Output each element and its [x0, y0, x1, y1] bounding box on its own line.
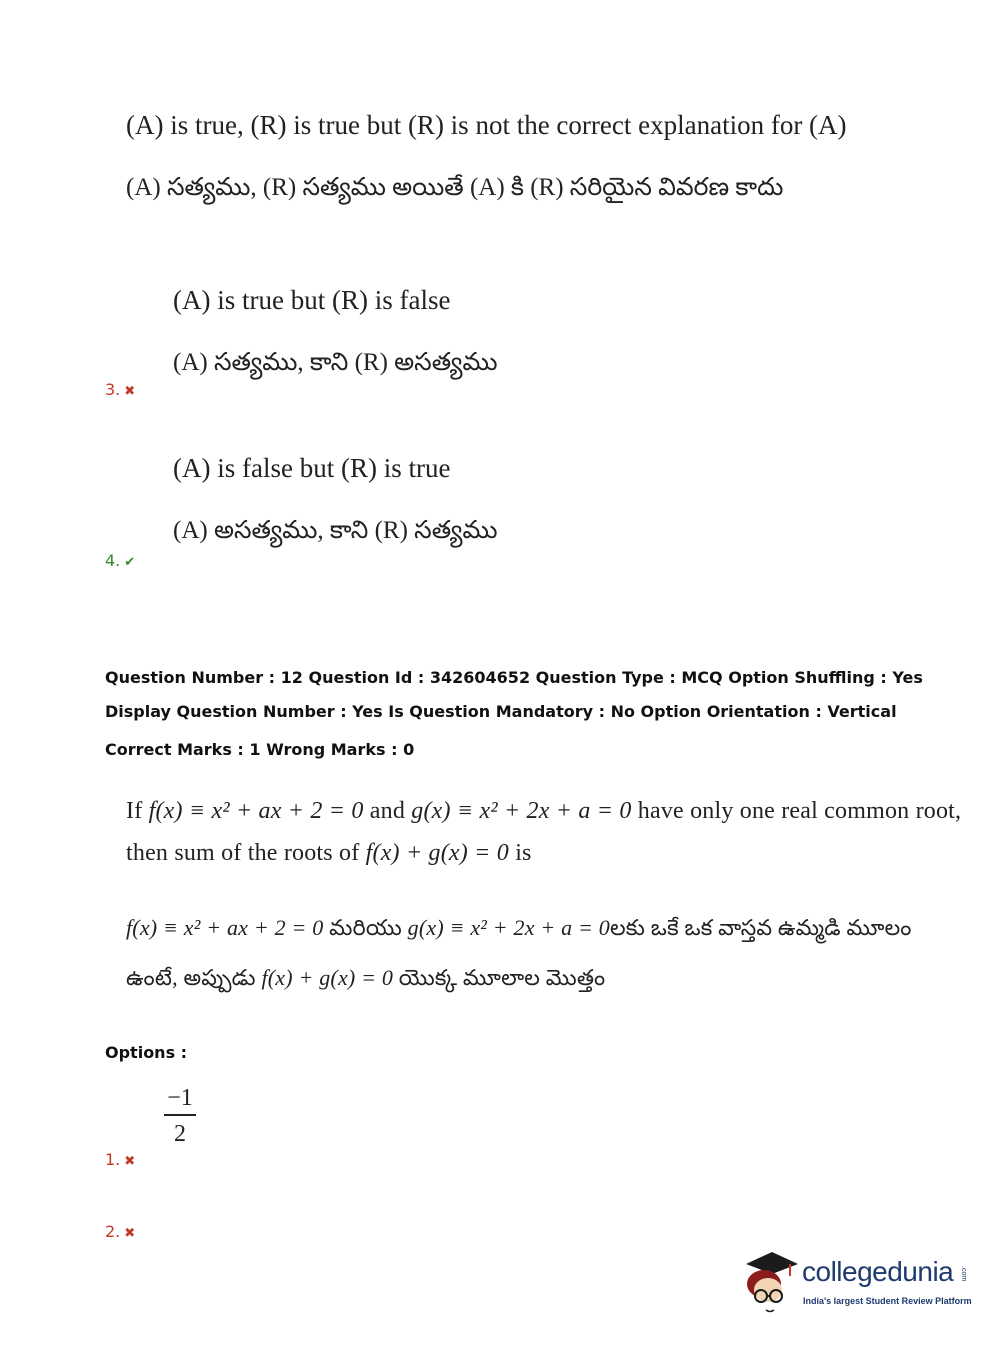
question-telugu-line-2: ఉంటే, అప్పుడు f(x) + g(x) = 0 యొక్క మూలాల మొత్తం — [126, 965, 606, 990]
function-sum: f(x) + g(x) = 0 — [365, 840, 509, 866]
collegedunia-logo — [742, 1250, 972, 1316]
option-3-number: 3. — [105, 380, 121, 399]
options-label: Options : — [105, 1043, 188, 1062]
mascot-icon — [742, 1250, 800, 1316]
option-1-marker — [105, 1150, 135, 1169]
option-1-number: 1. — [105, 1150, 121, 1169]
question-meta-line-2: Display Question Number : Yes Is Question Mandatory : No Option Orientation : Vertical — [105, 702, 897, 721]
wrong-icon: ✖ — [124, 1154, 136, 1169]
option-2-number: 2. — [105, 1222, 121, 1241]
option-3-english: (A) is true but (R) is false — [173, 285, 451, 315]
function-g: g(x) ≡ x² + 2x + a = 0 — [411, 798, 632, 824]
question-meta-line-3: Correct Marks : 1 Wrong Marks : 0 — [105, 740, 415, 759]
function-f: f(x) ≡ x² + ax + 2 = 0 — [148, 798, 364, 824]
option-4-english: (A) is false but (R) is true — [173, 453, 451, 483]
question-meta-line-1: Question Number : 12 Question Id : 342604652 Question Type : MCQ Option Shuffling : Yes — [105, 668, 923, 687]
option-4-telugu: (A) అసత్యము, కాని (R) సత్యము — [173, 517, 498, 544]
logo-suffix: .com — [960, 1266, 967, 1282]
fraction-bar — [164, 1114, 196, 1116]
check-icon: ✔ — [124, 555, 136, 570]
question-telugu-line-1: f(x) ≡ x² + ax + 2 = 0 మరియు g(x) ≡ x² + 2x + a = 0లకు ఒకే ఒక వాస్తవ ఉమ్మడి మూలం — [126, 915, 912, 940]
fraction-numerator: −1 — [167, 1085, 193, 1111]
logo-tagline: India's largest Student Review Platform — [803, 1296, 972, 1306]
logo-wordmark: collegedunia — [802, 1256, 954, 1287]
wrong-icon: ✖ — [124, 1226, 136, 1241]
option-4-number: 4. — [105, 551, 121, 570]
wrong-icon: ✖ — [124, 384, 136, 399]
fraction-denominator: 2 — [174, 1120, 186, 1147]
option-2-english: (A) is true, (R) is true but (R) is not the correct explanation for (A) — [126, 110, 847, 140]
option-3-telugu: (A) సత్యము, కాని (R) అసత్యము — [173, 349, 498, 376]
question-english-line-2: then sum of the roots of f(x) + g(x) = 0 is — [126, 840, 532, 866]
option-2-marker — [105, 1222, 135, 1241]
option-4-marker — [105, 551, 135, 570]
option-1-fraction — [164, 1085, 196, 1147]
question-english-line-1: If f(x) ≡ x² + ax + 2 = 0 and g(x) ≡ x² + 2x + a = 0 have only one real common root, — [126, 798, 962, 824]
option-3-marker — [105, 380, 135, 399]
option-2-telugu: (A) సత్యము, (R) సత్యము అయితే (A) కి (R) సరియైన వివరణ కాదు — [126, 174, 784, 201]
